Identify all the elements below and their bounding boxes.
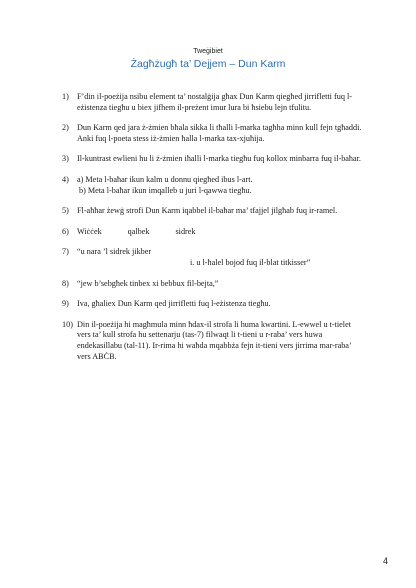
list-item [62,92,362,113]
list-item [62,227,362,238]
item-number: 9) [62,299,69,309]
list-item [62,175,362,196]
item-number: 3) [62,154,69,164]
item-text: Fl-aħħar żewġ strofi Dun Karm iqabbel il-baħar ma’ tfajjel jilgħab fuq ir-ramel. [77,206,338,216]
item-text-b: b) Meta l-baħar ikun imqalleb u juri l-qawwa tiegħu. [79,185,252,195]
item-number: 10) [62,319,73,329]
answers-list [62,92,362,372]
word: qalbek [127,226,150,236]
item-text: F’din il-poeżija nsibu element ta’ nostalġija għax Dun Karm qiegħed jirrifletti fuq l-eżistenza tiegħu u biex jifhem il-preżent imur lura bi ħsiebu lejn tfulitu. [77,92,352,112]
section-label: Tweġibiet [193,48,223,55]
list-item [62,247,362,268]
item-text: Iva, għaliex Dun Karm qed jirrifletti fuq l-eżistenza tiegħu. [77,299,271,309]
quote-line-1: “u nara ’l sidrek jikber [77,247,152,257]
item-number: 6) [62,226,69,236]
list-item [62,206,362,217]
item-number: 8) [62,278,69,288]
item-number: 5) [62,206,69,216]
item-text: Din il-poeżija hi magħmula minn ħdax-il strofa li huma kwartini. L-ewwel u t-tielet vers ta’ kull strofa hu settenarju (tas-7) filwaqt li t-tieni u r-raba’ vers huwa endekasillabu (tal-11). Ir-rima hi waħda mqabbża fejn it-tieni vers jirrima mar-raba’ vers ABĊB. [77,319,352,361]
item-number: 2) [62,123,69,133]
list-item [62,320,362,362]
item-text: Il-kuntrast ewlieni hu li ż-żmien iħalli l-marka tiegħu fuq kollox minbarra fuq il-baħar. [77,154,361,164]
item-number: 4) [62,174,69,184]
page-title: Żagħżugħ ta’ Dejjem – Dun Karm [130,58,286,70]
list-item [62,279,362,290]
quote-line-2: i. u l-ħalel bojod fuq il-blat titkisser” [190,257,311,267]
list-item [62,154,362,165]
item-number: 1) [62,92,69,101]
item-text: “jew b’sebgħek tinbex xi bebbux fil-bejta,” [77,278,219,288]
item-text-a: a) Meta l-baħar ikun kalm u donnu qiegħed ibus l-art. [77,174,253,184]
item-number: 7) [62,247,69,257]
word: Wiċċek [77,226,102,236]
list-item [62,299,362,310]
word: sidrek [175,226,196,236]
list-item [62,123,362,144]
item-text: Dun Karm qed jara ż-żmien bħala sikka li tħalli l-marka tagħha minn kull fejn tgħaddi. Anki fuq l-poeta stess iż-żmien ħalla l-marka tax-xjuħija. [77,123,362,143]
page-number: 4 [382,556,388,566]
